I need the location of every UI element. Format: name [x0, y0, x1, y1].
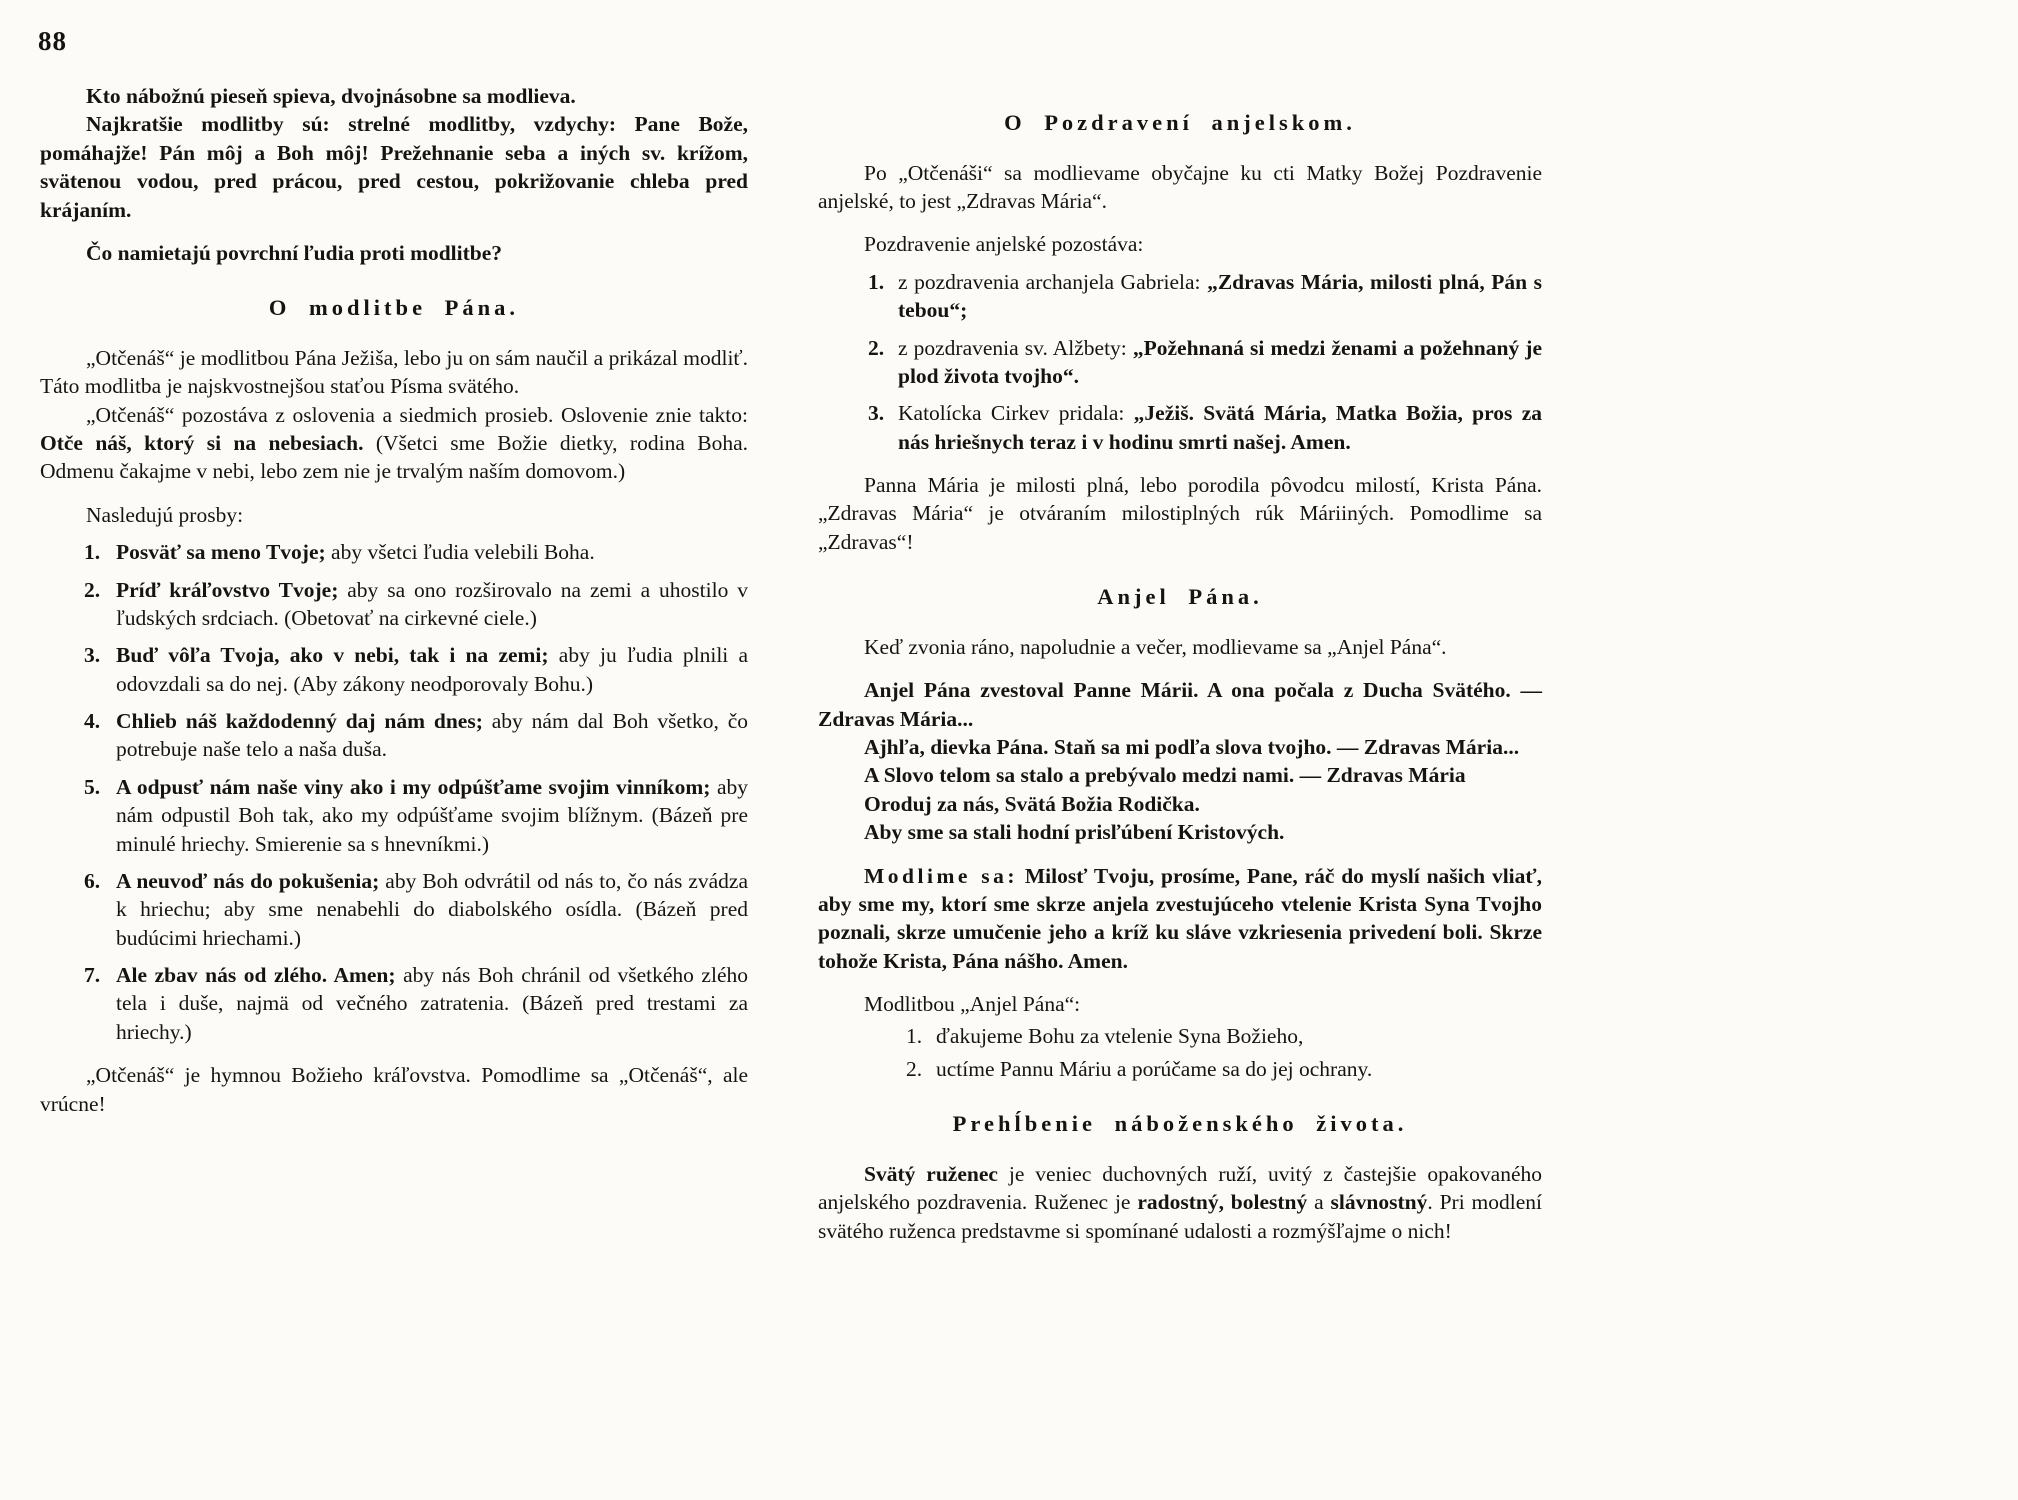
paragraph: Kto nábožnú pieseň spieva, dvojnásobne sa modlieva. [86, 84, 576, 108]
paragraph: Nasledujú prosby: [86, 502, 244, 527]
list-item-text [898, 270, 1542, 322]
list-item-number: 7. [84, 963, 101, 988]
list-item-text [116, 578, 748, 630]
text-segment: A odpusť nám naše viny ako i my odpúšťame svojim vinníkom; [116, 774, 711, 799]
list-item [818, 1055, 1542, 1083]
text-segment: A neuvoď nás do pokušenia; [116, 868, 380, 893]
text-segment: a [1307, 1190, 1331, 1215]
column-right [818, 82, 1542, 1245]
text-segment: aby nám odpustil Boh tak, ako my odpúšťame svojim blížnym. (Bázeň pre minulé hriechy. Smierenie sa s hnevníkmi.) [116, 774, 748, 856]
text-segment: slávnostný [1330, 1190, 1428, 1215]
text-segment: aby Boh odvrátil od nás to, čo nás zvádza k hriechu; aby sme nenabehli do diabolského osídla. (Bázeň pred budúcimi hriechami.) [116, 868, 748, 950]
paragraph: „Otčenáš“ je hymnou Božieho kráľovstva. Pomodlime sa „Otčenáš“, ale vrúcne! [40, 1063, 748, 1116]
list-item-text [116, 869, 748, 950]
paragraph: Po „Otčenáši“ sa modlievame obyčajne ku cti Matky Božej Pozdravenie anjelské, to jest „Zdravas Mária“. [818, 160, 1542, 214]
list-item-number: 5. [84, 774, 101, 799]
list-item [40, 576, 748, 633]
paragraph: Pozdravenie anjelské pozostáva: [864, 232, 1144, 257]
text-segment: Milosť Tvoju, prosíme, Pane, ráč do myslí našich vliať, aby sme my, ktorí sme skrze anjela zvestujúceho vtelenie Krista Syna Tvojho poznali, skrze umučenie jeho a kríž ku sláve vzkriesenia privedení boli. Skrze tohože Krista, Pána nášho. Amen. [818, 863, 1542, 973]
list-item [818, 1022, 1542, 1050]
list-item-text [936, 1057, 1372, 1081]
list-item-text [898, 401, 1542, 453]
list-item [40, 641, 748, 698]
text-segment: Svätý ruženec [864, 1161, 998, 1186]
list-item-number: 2. [84, 577, 101, 602]
text-segment: Modlime sa: [864, 863, 1019, 888]
list-item-number: 3. [868, 401, 885, 426]
list-item [818, 399, 1542, 456]
list-item-number: 1. [84, 540, 101, 565]
paragraph: Anjel Pána zvestoval Panne Márii. A ona počala z Ducha Svätého. — Zdravas Mária... [818, 678, 1542, 731]
paragraph [818, 862, 1542, 976]
paragraph [40, 401, 748, 486]
section-heading: Anjel Pána. [1097, 584, 1263, 610]
list-item-number: 3. [84, 643, 101, 668]
list-item-number: 4. [84, 709, 101, 734]
text-segment: Ale zbav nás od zlého. Amen; [116, 963, 396, 988]
paragraph: Najkratšie modlitby sú: strelné modlitby, vzdychy: Pane Bože, pomáhajže! Pán môj a Boh môj! Prežehnanie seba a iných sv. krížom, svätenou vodou, pred prácou, pred cestou, pokrižovanie chleba pred krájaním. [40, 112, 748, 222]
list-item-number: 1. [906, 1024, 923, 1049]
text-segment: aby ju ľudia plnili a odovzdali sa do nej. (Aby zákony neodporovaly Bohu.) [116, 643, 749, 696]
paragraph: Ajhľa, dievka Pána. Staň sa mi podľa slova tvojho. — Zdravas Mária... [864, 735, 1520, 759]
list-item [40, 961, 748, 1046]
list-item-number: 6. [84, 868, 101, 893]
text-segment: „Zdravas Mária, milosti plná, Pán s tebou“; [898, 269, 1543, 323]
text-segment: Buď vôľa Tvoja, ako v nebi, tak i na zemi; [116, 643, 549, 668]
paragraph: Čo namietajú povrchní ľudia proti modlitbe? [86, 240, 503, 265]
list-item-number: 2. [868, 335, 885, 360]
list-item-text [936, 1024, 1303, 1048]
paragraph: „Otčenáš“ je modlitbou Pána Ježiša, lebo ju on sám naučil a prikázal modliť. Táto modlitba je najskvostnejšou staťou Písma svätého. [40, 345, 748, 399]
paragraph: Keď zvonia ráno, napoludnie a večer, modlievame sa „Anjel Pána“. [864, 634, 1447, 659]
list-item-text [116, 709, 748, 761]
text-segment: „Otčenáš“ pozostáva z oslovenia a siedmich prosieb. Oslovenie znie takto: [86, 402, 748, 427]
section-heading: O modlitbe Pána. [268, 295, 520, 321]
list-item-number: 1. [868, 269, 885, 294]
text-segment: z pozdravenia sv. Alžbety: [898, 335, 1133, 360]
paragraph: Modlitbou „Anjel Pána“: [864, 992, 1081, 1016]
text-segment: radostný, bolestný [1137, 1190, 1308, 1215]
list-item [40, 538, 748, 566]
text-segment: „Ježiš. Svätá Mária, Matka Božia, pros za nás hriešnych teraz i v hodinu smrti našej. Amen. [898, 401, 1542, 454]
text-segment: uctíme Pannu Máriu a porúčame sa do jej ochrany. [936, 1056, 1373, 1081]
text-segment: Katolícka Cirkev pridala: [898, 401, 1134, 426]
text-segment: Chlieb náš každodenný daj nám dnes; [116, 709, 483, 734]
text-segment: ďakujeme Bohu za vtelenie Syna Božieho, [936, 1024, 1304, 1049]
list-item-number: 2. [906, 1056, 923, 1081]
text-segment: z pozdravenia archanjela Gabriela: [898, 269, 1208, 294]
text-segment: Posväť sa meno Tvoje; [116, 540, 326, 565]
list-item-text [116, 540, 595, 564]
text-segment: . Pri modlení svätého ruženca predstavme si spomínané udalosti a rozmýšľajme o nich! [818, 1190, 1542, 1243]
list-item-text [116, 643, 748, 695]
text-segment: aby sa ono rozširovalo na zemi a uhostilo v ľudských srdciach. (Obetovať na cirkevné ciele.) [116, 577, 748, 630]
text-segment: aby všetci ľudia velebili Boha. [325, 540, 595, 565]
list-item-text [116, 963, 748, 1044]
list-item-text [116, 775, 748, 856]
list-item-text [898, 336, 1542, 388]
list-item [40, 773, 748, 858]
column-left [40, 82, 748, 1118]
section-heading: O Pozdravení anjelskom. [1004, 110, 1356, 135]
paragraph [818, 1160, 1542, 1245]
paragraph: Panna Mária je milosti plná, lebo porodila pôvodcu milostí, Krista Pána. „Zdravas Mária“ je otváraním milostiplných rúk Máriiných. Pomodlime sa „Zdravas“! [818, 473, 1542, 554]
text-segment: aby nás Boh chránil od všetkého zlého tela i duše, najmä od večného zatratenia. (Bázeň pred trestami za hriechy.) [116, 963, 748, 1044]
text-segment: (Všetci sme Božie dietky, rodina Boha. Odmenu čakajme v nebi, lebo zem nie je trvalým naším domovom.) [40, 431, 748, 484]
paragraph: Aby sme sa stali hodní prisľúbení Kristových. [864, 820, 1285, 845]
page-number: 88 [38, 26, 67, 56]
list-item [40, 707, 748, 764]
text-segment: aby nám dal Boh všetko, čo potrebuje naše telo a naša duša. [116, 709, 748, 762]
list-item [40, 867, 748, 952]
list-item [818, 268, 1542, 325]
paragraph: Oroduj za nás, Svätá Božia Rodička. [864, 791, 1200, 816]
text-segment: Otče náš, ktorý si na nebesiach. [40, 431, 364, 456]
section-heading: Prehĺbenie náboženského života. [952, 1111, 1408, 1137]
text-segment: je veniec duchovných ruží, uvitý z častejšie opakovaného anjelského pozdravenia. Ruženec je [818, 1161, 1542, 1215]
list-item [818, 334, 1542, 391]
text-segment: „Požehnaná si medzi ženami a požehnaný je plod života tvojho“. [898, 335, 1542, 388]
paragraph: A Slovo telom sa stalo a prebývalo medzi nami. — Zdravas Mária [864, 763, 1466, 788]
text-segment: Príď kráľovstvo Tvoje; [116, 577, 339, 602]
